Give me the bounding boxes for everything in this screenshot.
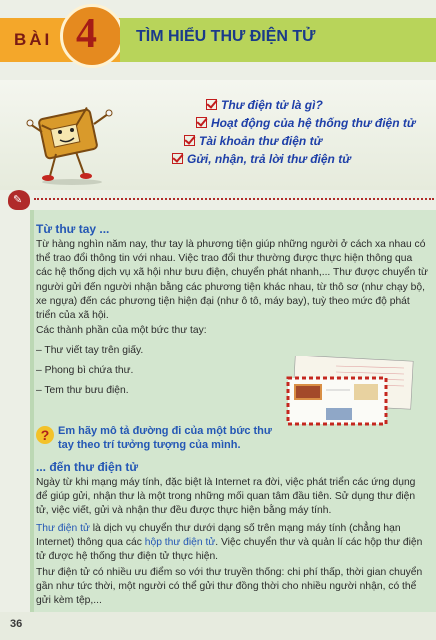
paragraph-email-definition: Thư điện tử là dịch vụ chuyển thư dưới dạng số trên mạng máy tính (chẳng hạn Internet) thông qua các hộp thư điện tử. Việc chuyển thư và quản lí các hộp thư điện tử được hệ thống thư điện tử thực hiện. xyxy=(36,523,423,563)
section-marker-icon: ✎ xyxy=(8,190,30,210)
term-mailbox: hộp thư điện tử xyxy=(144,537,216,549)
objective-item-3: Tài khoản thư điện tử xyxy=(184,134,322,148)
page-number: 36 xyxy=(10,618,23,630)
objective-item-4: Gửi, nhận, trả lời thư điện tử xyxy=(172,152,351,166)
paragraph: Thư điện tử có nhiều ưu điểm so với thư truyền thống: chi phí thấp, thời gian chuyển gần như tức thời, một người có thể gửi thư đồng thời cho nhiều người nhận, có thể gửi kèm tệp,... xyxy=(36,567,423,607)
dotted-divider xyxy=(34,198,434,200)
objective-item-1: Thư điện tử là gì? xyxy=(206,98,323,112)
question-icon: ? xyxy=(36,426,54,444)
checkbox-icon xyxy=(172,153,183,164)
list-item: – Thư viết tay trên giấy. xyxy=(36,345,144,356)
envelope-mascot-icon xyxy=(22,96,122,186)
list-item: – Phong bì chứa thư. xyxy=(36,365,134,376)
components-intro: Các thành phần của một bức thư tay: xyxy=(36,325,207,336)
checkbox-icon xyxy=(184,135,195,146)
section-title: ... đến thư điện tử xyxy=(36,460,139,474)
checkbox-icon xyxy=(206,99,217,110)
objective-item-2: Hoạt động của hệ thống thư điện tử xyxy=(196,116,415,130)
term-email: Thư điện tử xyxy=(36,523,90,534)
list-item: – Tem thư bưu điện. xyxy=(36,385,129,396)
lesson-label: BÀI xyxy=(14,30,53,49)
section-title-handwritten: Từ thư tay ... xyxy=(36,222,110,236)
checkbox-icon xyxy=(196,117,207,128)
lesson-number: 4 xyxy=(76,11,97,57)
question-text: Em hãy mô tả đường đi của một bức thư tay theo trí tưởng tượng của mình. xyxy=(58,425,272,451)
paragraph: Ngày từ khi mạng máy tính, đặc biệt là Internet ra đời, việc phát triển các ứng dụng để giúp gửi, nhận thư là một trong những mối quan tâm đầu tiên. Sử dụng thư điện tử, việc viết, gửi và nhận thư đều được thực hiện bằng máy tính. xyxy=(36,477,416,517)
paragraph-handwritten: Từ hàng nghìn năm nay, thư tay là phương tiện giúp những người ở cách xa nhau có thể trao đổi thông tin với nhau. Việc trao đổi thư thường được thực hiện thông qua các hệ thống dịch vụ xã hội như bưu điện, chuyển phát nhanh,... Thư được chuyển từ người gửi đến người nhận bằng các phương tiện khác nhau, từ thô sơ (như chạy bộ, xe ngựa) đến các phương tiện hiện đại (như ô tô, máy bay), tuỳ theo mức độ phát triển của xã hội. xyxy=(36,239,428,322)
page-title: TÌM HIỂU THƯ ĐIỆN TỬ xyxy=(136,28,316,45)
page-footer xyxy=(0,612,436,640)
envelope-illustration xyxy=(286,356,414,426)
